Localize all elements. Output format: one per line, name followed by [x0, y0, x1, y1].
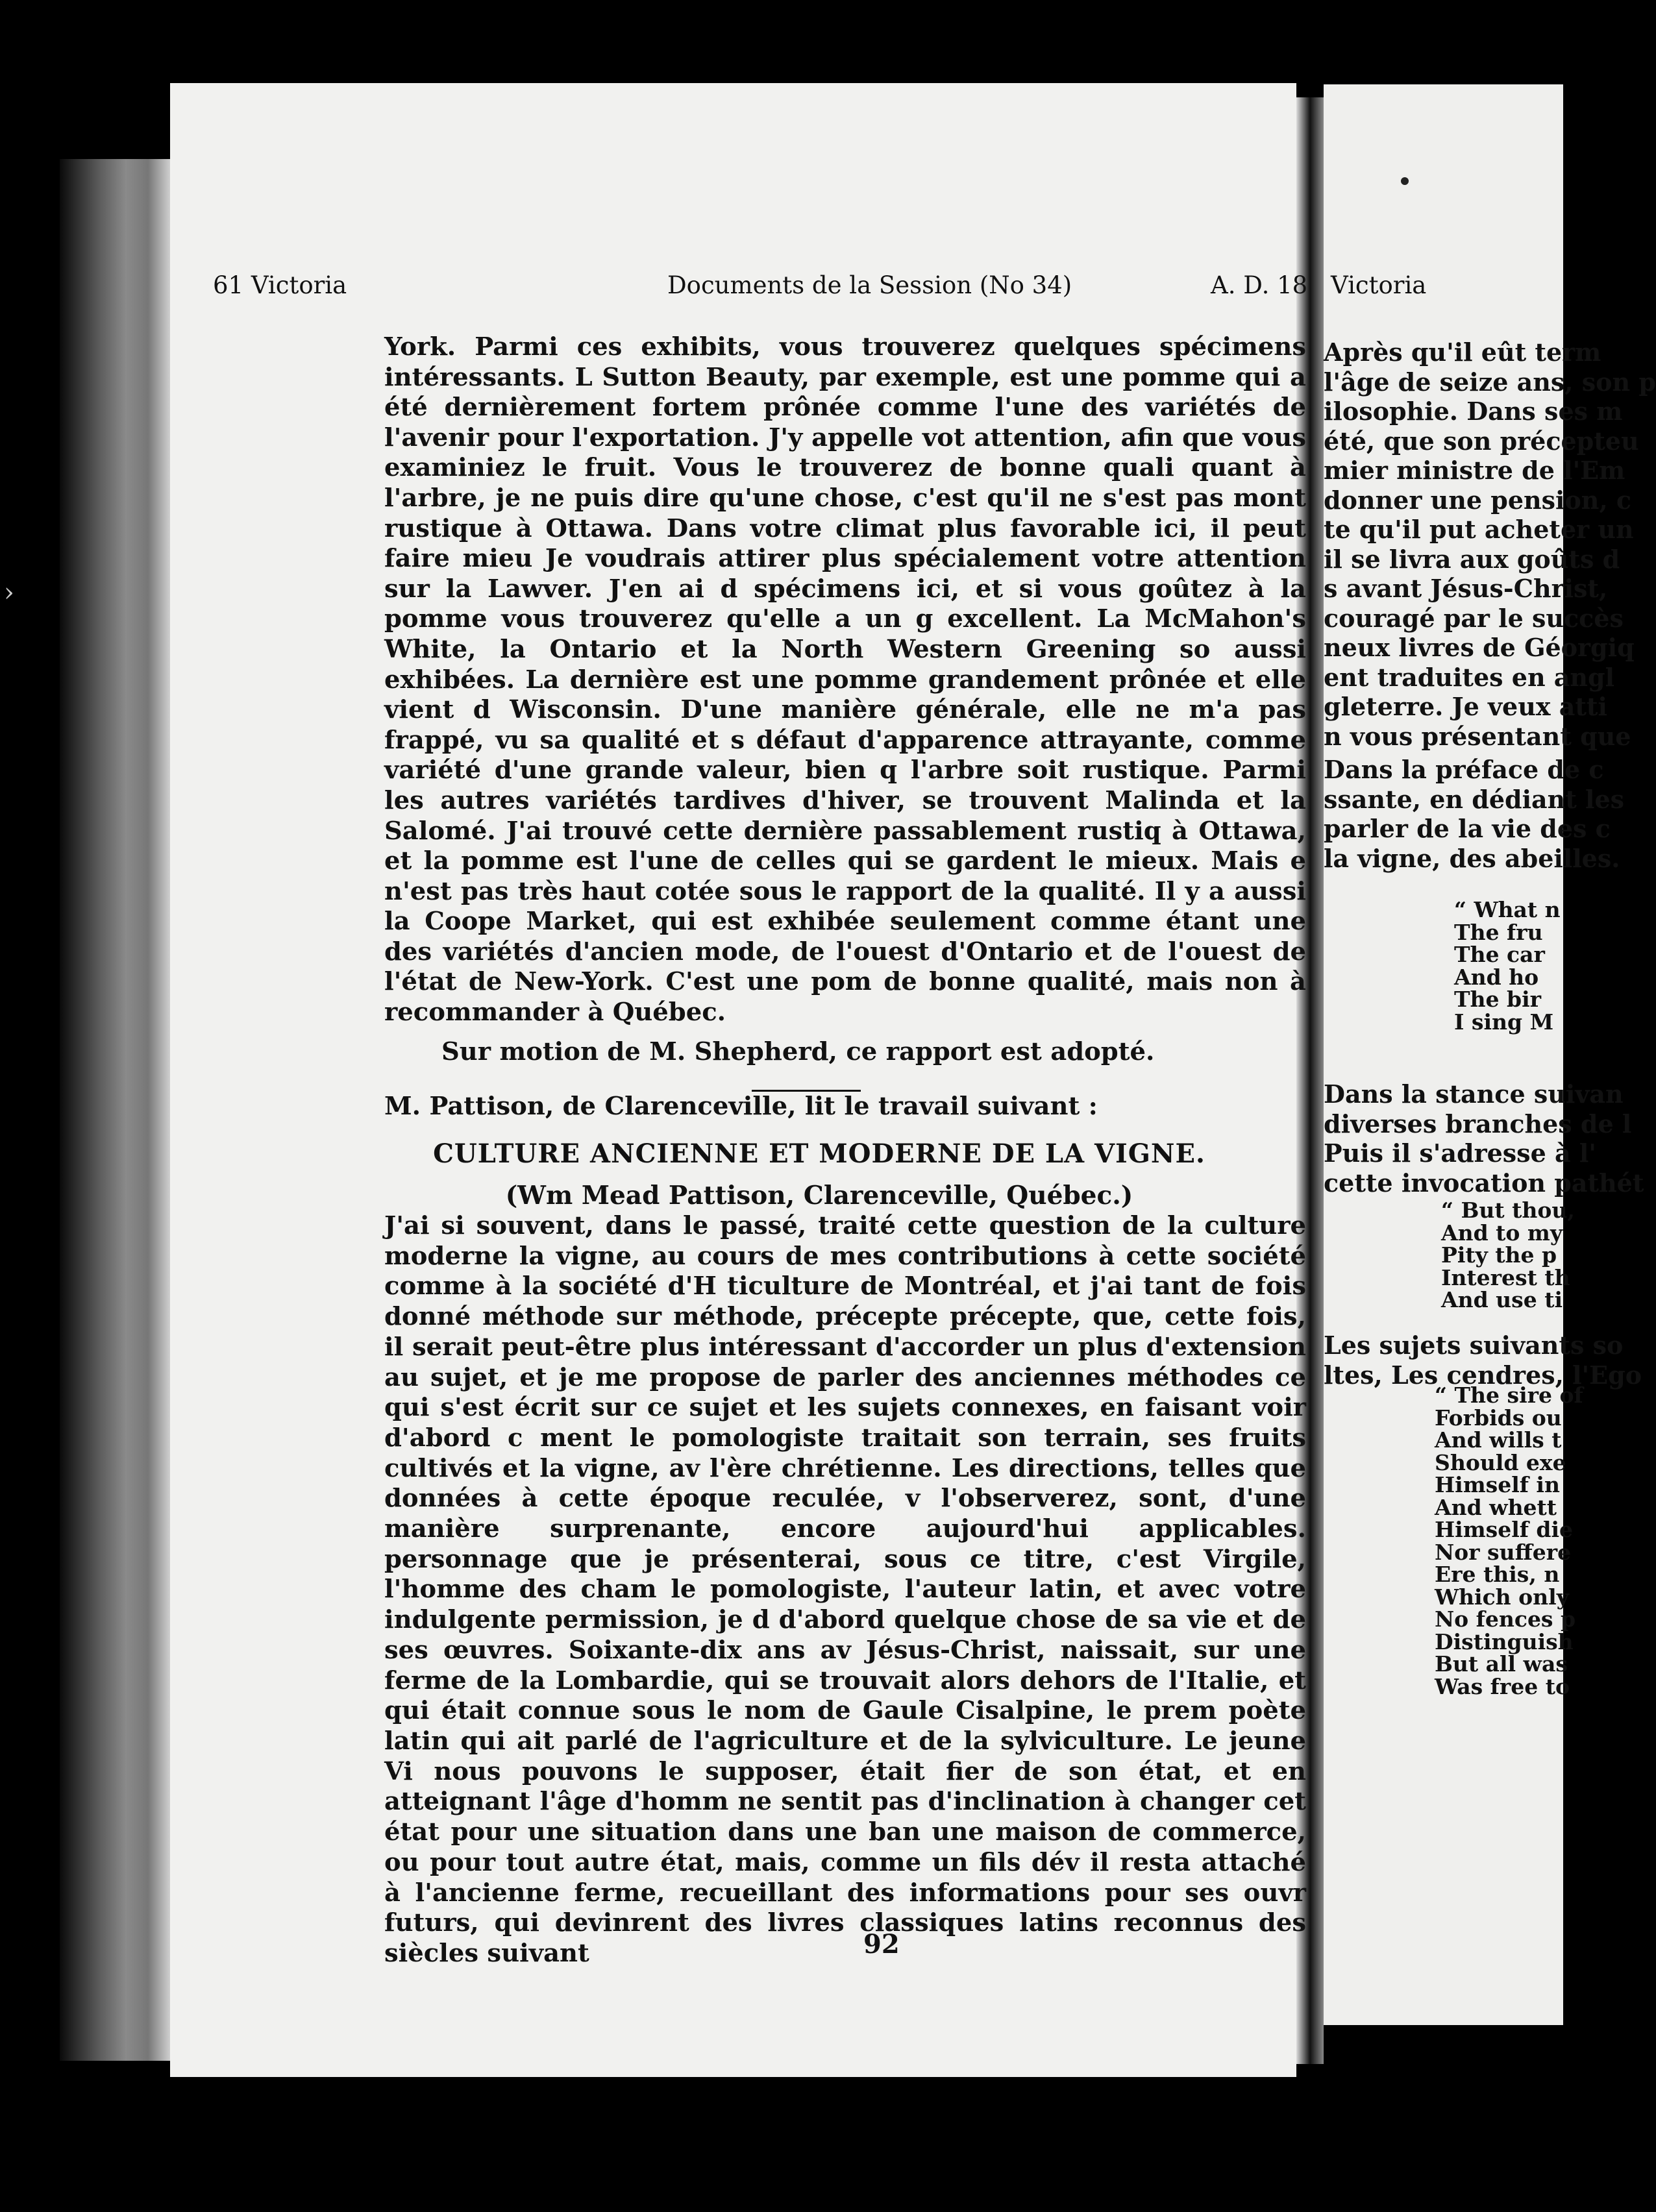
verse-line: And wills t	[1435, 1427, 1562, 1453]
right-line: diverses branches de l	[1324, 1109, 1632, 1138]
verse-line: “ The sire of	[1435, 1382, 1583, 1408]
motion-line: Sur motion de M. Shepherd, ce rapport est adopté.	[441, 1037, 1155, 1066]
verse-line: Pity the p	[1441, 1242, 1557, 1268]
book-edge	[60, 159, 170, 2061]
right-line: s avant Jésus-Christ,	[1324, 574, 1608, 603]
verse-line: Interest th	[1441, 1264, 1570, 1290]
right-line: Les sujets suivants so	[1324, 1331, 1624, 1360]
right-line: cette invocation pathét	[1324, 1168, 1644, 1198]
verse-line: Forbids ou	[1435, 1405, 1562, 1431]
verse-line: “ What n	[1454, 897, 1561, 922]
right-line: n vous présentant que	[1324, 721, 1631, 751]
intro-line: M. Pattison, de Clarenceville, lit le travail suivant :	[384, 1092, 1098, 1122]
right-line: te qu'il put acheter un	[1324, 515, 1634, 544]
right-line: mier ministre de l'Em	[1324, 456, 1625, 485]
verse-line: The car	[1454, 942, 1545, 967]
header-left: 61 Victoria	[213, 271, 347, 299]
right-block-2	[1324, 755, 1625, 873]
verse-line: And whett	[1435, 1494, 1557, 1520]
paragraph-apples: York. Parmi ces exhibits, vous trouverez quelques spécimens intéressants. L Sutton Beauty, par exemple, est une pomme qui a été dernièrement fortem prônée comme l'une des variétés de l'avenir pour l'exportation. J'y appelle vot attention, afin que vous examiniez le fruit. Vous le trouverez de bonne quali quant à l'arbre, je ne puis dire qu'une chose, c'est qu'il ne s'est pas mont rustique à Ottawa. Dans votre climat plus favorable ici, il peut faire mieu Je voudrais attirer plus spécialement votre attention sur la Lawver. J'en ai d spécimens ici, et si vous goûtez à la pomme vous trouverez qu'elle a un g excellent. La McMahon's White, la Ontario et la North Western Greening so aussi exhibées. La dernière est une pomme grandement prônée et elle vient d Wisconsin. D'une manière générale, elle ne m'a pas frappé, vu sa qualité et s défaut d'apparence attrayante, comme variété d'une grande valeur, bien q l'arbre soit rustique. Parmi les autres variétés tardives d'hiver, se trouvent Malinda et la Salomé. J'ai trouvé cette dernière passablement rustiq à Ottawa, et la pomme est l'une de celles qui se gardent le mieux. Mais e n'est pas très haut cotée sous le rapport de la qualité. Il y a aussi la Coope Market, qui est exhibée seulement comme étant une des variétés d'ancien mode, de l'ouest d'Ontario et de l'ouest de l'état de New-York. C'est une pom de bonne qualité, mais non à recommander à Québec.	[384, 332, 1306, 1027]
verse-1	[1454, 899, 1561, 1033]
right-block-4	[1324, 1331, 1642, 1390]
right-line: neux livres de Géorgiq	[1324, 633, 1635, 662]
verse-line: The bir	[1454, 987, 1542, 1012]
verse-line: I sing M	[1454, 1009, 1554, 1035]
verse-line: No fences p	[1435, 1606, 1576, 1632]
verse-3	[1435, 1384, 1583, 1698]
verse-line: And use ti	[1441, 1287, 1563, 1312]
right-line: couragé par le succès	[1324, 603, 1624, 633]
verse-line: But all was	[1435, 1651, 1568, 1677]
verse-line: “ But thou,	[1441, 1198, 1575, 1223]
right-line: Puis il s'adresse à l'	[1324, 1138, 1596, 1168]
article-title: CULTURE ANCIENNE ET MODERNE DE LA VIGNE.	[433, 1138, 1205, 1169]
left-page-body	[384, 332, 1306, 1969]
verse-line: Should exe	[1435, 1449, 1566, 1475]
verse-line: And to my	[1441, 1220, 1563, 1246]
right-line: ssante, en dédiant les	[1324, 784, 1625, 814]
right-line: parler de la vie des c	[1324, 814, 1611, 843]
verse-line: Nor suffere	[1435, 1539, 1572, 1565]
verse-2	[1441, 1199, 1575, 1312]
page-number: 92	[863, 1929, 900, 1960]
section-rule	[752, 1090, 861, 1092]
essay-paragraph: J'ai si souvent, dans le passé, traité cette question de la culture moderne la vigne, au cours de mes contributions à cette société comme à la société d'H ticulture de Montréal, et j'ai tant de fois donné méthode sur méthode, précepte précepte, que, cette fois, il serait peut-être plus intéressant d'accorder un plus d'extension au sujet, et je me propose de parler des anciennes méthodes ce qui s'est écrit sur ce sujet et les sujets connexes, en faisant voir d'abord c ment le pomologiste traitait son terrain, ses fruits cultivés et la vigne, av l'ère chrétienne. Les directions, telles que données à cette époque reculée, v l'observerez, sont, d'une manière surprenante, encore aujourd'hui applicables. personnage que je présenterai, sous ce titre, c'est Virgile, l'homme des cham le pomologiste, l'auteur latin, et avec votre indulgente permission, je d d'abord quelque chose de sa vie et de ses œuvres. Soixante-dix ans av Jésus-Christ, naissait, sur une ferme de la Lombardie, qui se trouvait alors dehors de l'Italie, et qui était connue sous le nom de Gaule Cisalpine, le prem poète latin qui ait parlé de l'agriculture et de la sylviculture. Le jeune Vi nous pouvons le supposer, était fier de son état, et en atteignant l'âge d'homm ne sentit pas d'inclination à changer cet état pour une situation dans une ban une maison de commerce, ou pour tout autre état, mais, comme un fils dév il resta attaché à l'ancienne ferme, recueillant des informations pour ses ouvr futurs, qui devinrent des livres classiques latins reconnus des siècles suivant	[384, 1211, 1306, 1968]
right-block-1	[1324, 338, 1656, 751]
header-center: Documents de la Session (No 34)	[667, 271, 1072, 299]
right-line: la vigne, des abeilles.	[1324, 843, 1620, 873]
right-line: Après qu'il eût term	[1324, 338, 1601, 367]
right-line: gleterre. Je veux atti	[1324, 692, 1607, 721]
header-right: A. D. 18	[1211, 271, 1308, 299]
right-line: il se livra aux goûts d	[1324, 544, 1620, 574]
right-line: été, que son précepteu	[1324, 426, 1639, 456]
verse-line: Which only	[1435, 1584, 1569, 1610]
right-line: ltes, Les cendres, l'Ego	[1324, 1360, 1642, 1390]
right-line: ent traduites en angl	[1324, 662, 1615, 692]
right-block-3	[1324, 1079, 1644, 1198]
right-line: Dans la stance suivan	[1324, 1079, 1624, 1109]
right-line: l'âge de seize ans, son p	[1324, 367, 1656, 397]
verse-line: Himself die	[1435, 1517, 1574, 1542]
right-page-header: Victoria	[1331, 271, 1427, 299]
article-subtitle: (Wm Mead Pattison, Clarenceville, Québec.)	[505, 1181, 1133, 1211]
right-line: ilosophie. Dans ses m	[1324, 397, 1623, 426]
verse-line: Ere this, n	[1435, 1562, 1560, 1587]
ink-dot	[1401, 177, 1409, 185]
margin-mark: ›	[4, 578, 14, 608]
verse-line: And ho	[1454, 964, 1539, 990]
right-line: donner une pension, c	[1324, 485, 1632, 515]
verse-line: Was free to	[1435, 1673, 1570, 1699]
right-line: Dans la préface de c	[1324, 755, 1604, 784]
verse-line: Himself in	[1435, 1472, 1560, 1497]
verse-line: Distinguish	[1435, 1628, 1574, 1654]
verse-line: The fru	[1454, 919, 1543, 945]
